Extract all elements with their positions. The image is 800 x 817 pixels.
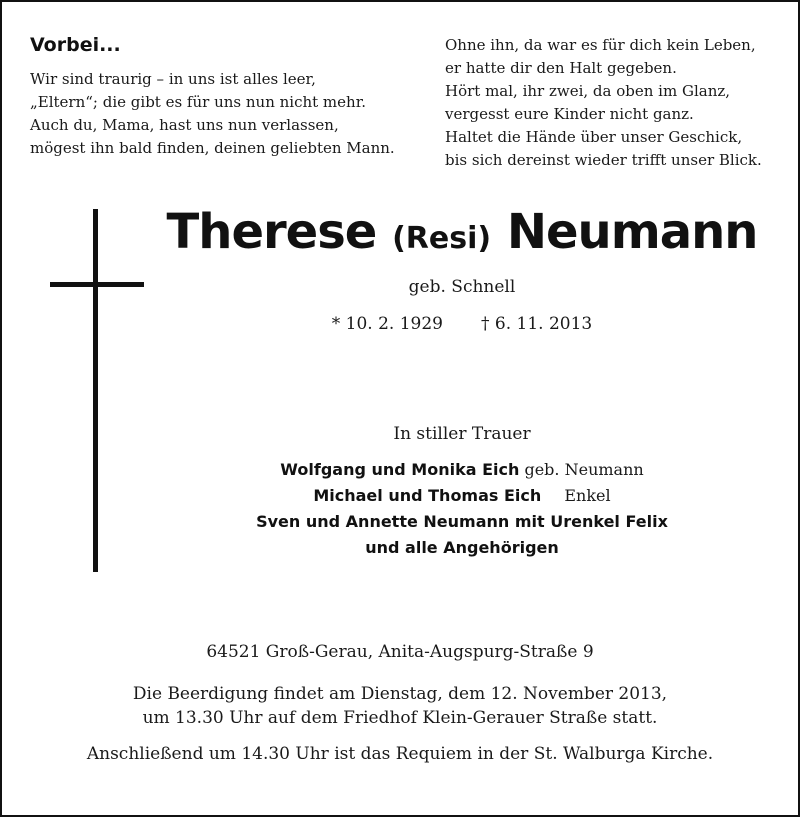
poem-right-line-1: Ohne ihn, da war es für dich kein Leben, bbox=[445, 36, 756, 54]
poem-right-line-2: er hatte dir den Halt gegeben. bbox=[445, 59, 677, 77]
address: 64521 Groß-Gerau, Anita-Augspurg-Straße 9 bbox=[206, 642, 594, 662]
deceased-name bbox=[162, 204, 762, 260]
funeral-info bbox=[2, 682, 798, 730]
poem-left bbox=[30, 34, 430, 160]
life-dates bbox=[162, 314, 762, 334]
cross-icon-vertical-bar bbox=[93, 209, 98, 572]
poem-left-line-1: Wir sind traurig – in uns ist alles leer, bbox=[30, 70, 316, 88]
mourner-row bbox=[162, 535, 762, 561]
poem-left-line-2: „Eltern“; die gibt es für uns nun nicht mehr. bbox=[30, 93, 366, 111]
poem-right bbox=[445, 34, 785, 172]
mourner-relation: Enkel bbox=[564, 486, 611, 505]
poem-right-line-3: Hört mal, ihr zwei, da oben im Glanz, bbox=[445, 82, 731, 100]
requiem-info: Anschließend um 14.30 Uhr ist das Requiem in der St. Walburga Kirche. bbox=[86, 744, 714, 764]
cross-icon-horizontal-bar bbox=[50, 282, 144, 287]
nickname: (Resi) bbox=[392, 221, 492, 256]
birth-date: * 10. 2. 1929 bbox=[331, 314, 443, 334]
born-name: geb. Schnell bbox=[408, 277, 516, 297]
funeral-line-1: Die Beerdigung findet am Dienstag, dem 12. November 2013, bbox=[132, 684, 668, 704]
first-name: Therese bbox=[166, 204, 377, 260]
mourner-name: Wolfgang und Monika Eich bbox=[280, 460, 520, 479]
mourner-row bbox=[162, 509, 762, 535]
last-name: Neumann bbox=[506, 204, 758, 260]
mourner-name: Sven und Annette Neumann mit Urenkel Felix bbox=[256, 512, 668, 531]
mourning-label: In stiller Trauer bbox=[393, 424, 531, 444]
mourner-row bbox=[162, 457, 762, 483]
mourner-name: und alle Angehörigen bbox=[365, 538, 559, 557]
mourner-row bbox=[162, 483, 762, 509]
funeral-line-2: um 13.30 Uhr auf dem Friedhof Klein-Gerauer Straße statt. bbox=[142, 708, 658, 728]
poem-right-line-6: bis sich dereinst wieder trifft unser Blick. bbox=[445, 151, 762, 169]
poem-left-line-3: Auch du, Mama, hast uns nun verlassen, bbox=[30, 116, 339, 134]
mourner-name: Michael und Thomas Eich bbox=[313, 486, 542, 505]
poem-left-line-4: mögest ihn bald finden, deinen geliebten Mann. bbox=[30, 139, 395, 157]
poem-right-line-5: Haltet die Hände über unser Geschick, bbox=[445, 128, 743, 146]
poem-title: Vorbei... bbox=[30, 34, 121, 56]
mourners-list bbox=[162, 457, 762, 561]
death-date: † 6. 11. 2013 bbox=[481, 314, 593, 334]
poem-right-line-4: vergesst eure Kinder nicht ganz. bbox=[445, 105, 694, 123]
mourner-relation: geb. Neumann bbox=[524, 460, 644, 479]
